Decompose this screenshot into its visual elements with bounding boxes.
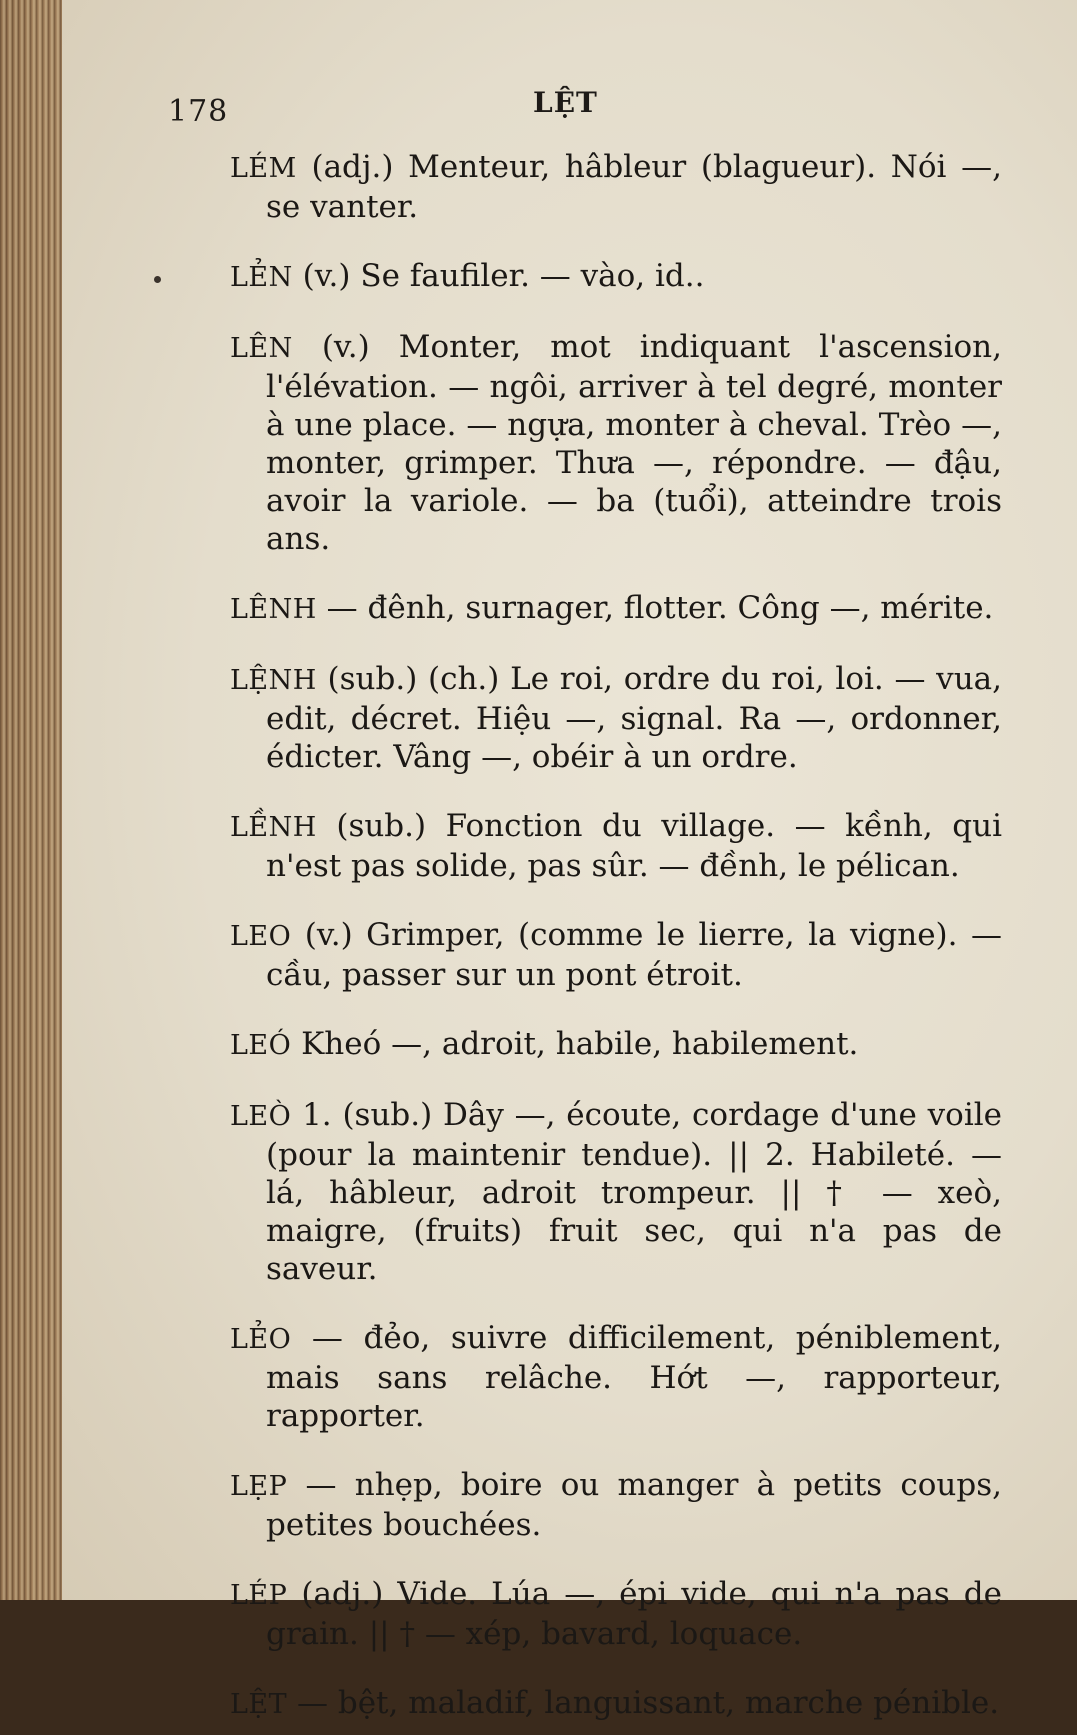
dictionary-entry xyxy=(230,1684,1002,1724)
dictionary-entry xyxy=(230,916,1002,994)
dictionary-entry xyxy=(230,148,1002,226)
entry-definition: 1. (sub.) Dây —, écoute, cordage d'une voile (pour la maintenir tendue). || 2. Habileté. — lá, hâbleur, adroit trompeur. || † — xeò, maigre, (fruits) fruit sec, qui n'a pas de saveur. xyxy=(266,1097,1002,1287)
entry-definition: (sub.) Fonction du village. — kềnh, qui n'est pas solide, pas sûr. — đềnh, le pélican. xyxy=(266,808,1002,884)
entry-definition: (sub.) (ch.) Le roi, ordre du roi, loi. — vua, edit, décret. Hiệu —, signal. Ra —, ordonner, édicter. Vâng —, obéir à un ordre. xyxy=(266,661,1002,775)
entry-headword: LÉM xyxy=(230,153,297,184)
dictionary-entry xyxy=(230,1096,1002,1288)
entry-headword: LỆT xyxy=(230,1689,288,1720)
entry-definition: Kheó —, adroit, habile, habilement. xyxy=(301,1026,859,1062)
entry-headword: LEO xyxy=(230,921,292,952)
dictionary-entry xyxy=(230,589,1002,629)
page-number: 178 xyxy=(168,94,229,129)
entry-headword: LÊNH xyxy=(230,594,317,625)
dictionary-entry xyxy=(230,1319,1002,1435)
page-stack-edge xyxy=(0,0,62,1600)
entry-headword: LEÓ xyxy=(230,1030,292,1061)
dictionary-entry xyxy=(230,1575,1002,1653)
entry-definition: (v.) Grimper, (comme le lierre, la vigne). — cầu, passer sur un pont étroit. xyxy=(266,917,1002,993)
entry-definition: — bệt, maladif, languissant, marche pénible. xyxy=(297,1685,1000,1721)
page-header xyxy=(168,86,888,136)
entry-headword: LỀNH xyxy=(230,812,317,843)
dictionary-entry xyxy=(230,1025,1002,1065)
entry-headword: LÉP xyxy=(230,1580,288,1611)
entry-definition: — đẻo, suivre difficilement, péniblement, mais sans relâche. Hớt —, rapporteur, rapporter. xyxy=(266,1320,1002,1434)
dictionary-entry xyxy=(230,660,1002,776)
entry-definition: — đênh, surnager, flotter. Công —, mérite. xyxy=(326,590,994,626)
entry-headword: LỆNH xyxy=(230,665,317,696)
dictionary-entry xyxy=(230,807,1002,885)
dictionary-entry xyxy=(230,1466,1002,1544)
margin-dot xyxy=(154,276,161,283)
entry-definition: — nhẹp, boire ou manger à petits coups, petites bouchées. xyxy=(266,1467,1003,1543)
entry-definition: (adj.) Vide. Lúa —, épi vide, qui n'a pas de grain. || † — xép, bavard, loquace. xyxy=(266,1576,1002,1652)
entry-definition: (adj.) Menteur, hâbleur (blagueur). Nói —, se vanter. xyxy=(266,149,1002,225)
entry-definition: (v.) Monter, mot indiquant l'ascension, l'élévation. — ngôi, arriver à tel degré, monter à une place. — ngựa, monter à cheval. Trèo —, monter, grimper. Thưa —, répondre. — đậu, avoir la variole. — ba (tuổi), atteindre trois ans. xyxy=(266,329,1002,557)
dictionary-entries xyxy=(230,148,1002,1735)
entry-headword: LẸP xyxy=(230,1471,288,1502)
entry-headword: LẺO xyxy=(230,1324,292,1355)
running-head: LỆT xyxy=(533,86,598,119)
entry-headword: LEÒ xyxy=(230,1101,292,1132)
entry-headword: LÊN xyxy=(230,333,293,364)
entry-headword: LẺN xyxy=(230,262,293,293)
dictionary-entry xyxy=(230,257,1002,297)
dictionary-entry xyxy=(230,328,1002,558)
entry-definition: (v.) Se faufiler. — vào, id.. xyxy=(302,258,705,294)
